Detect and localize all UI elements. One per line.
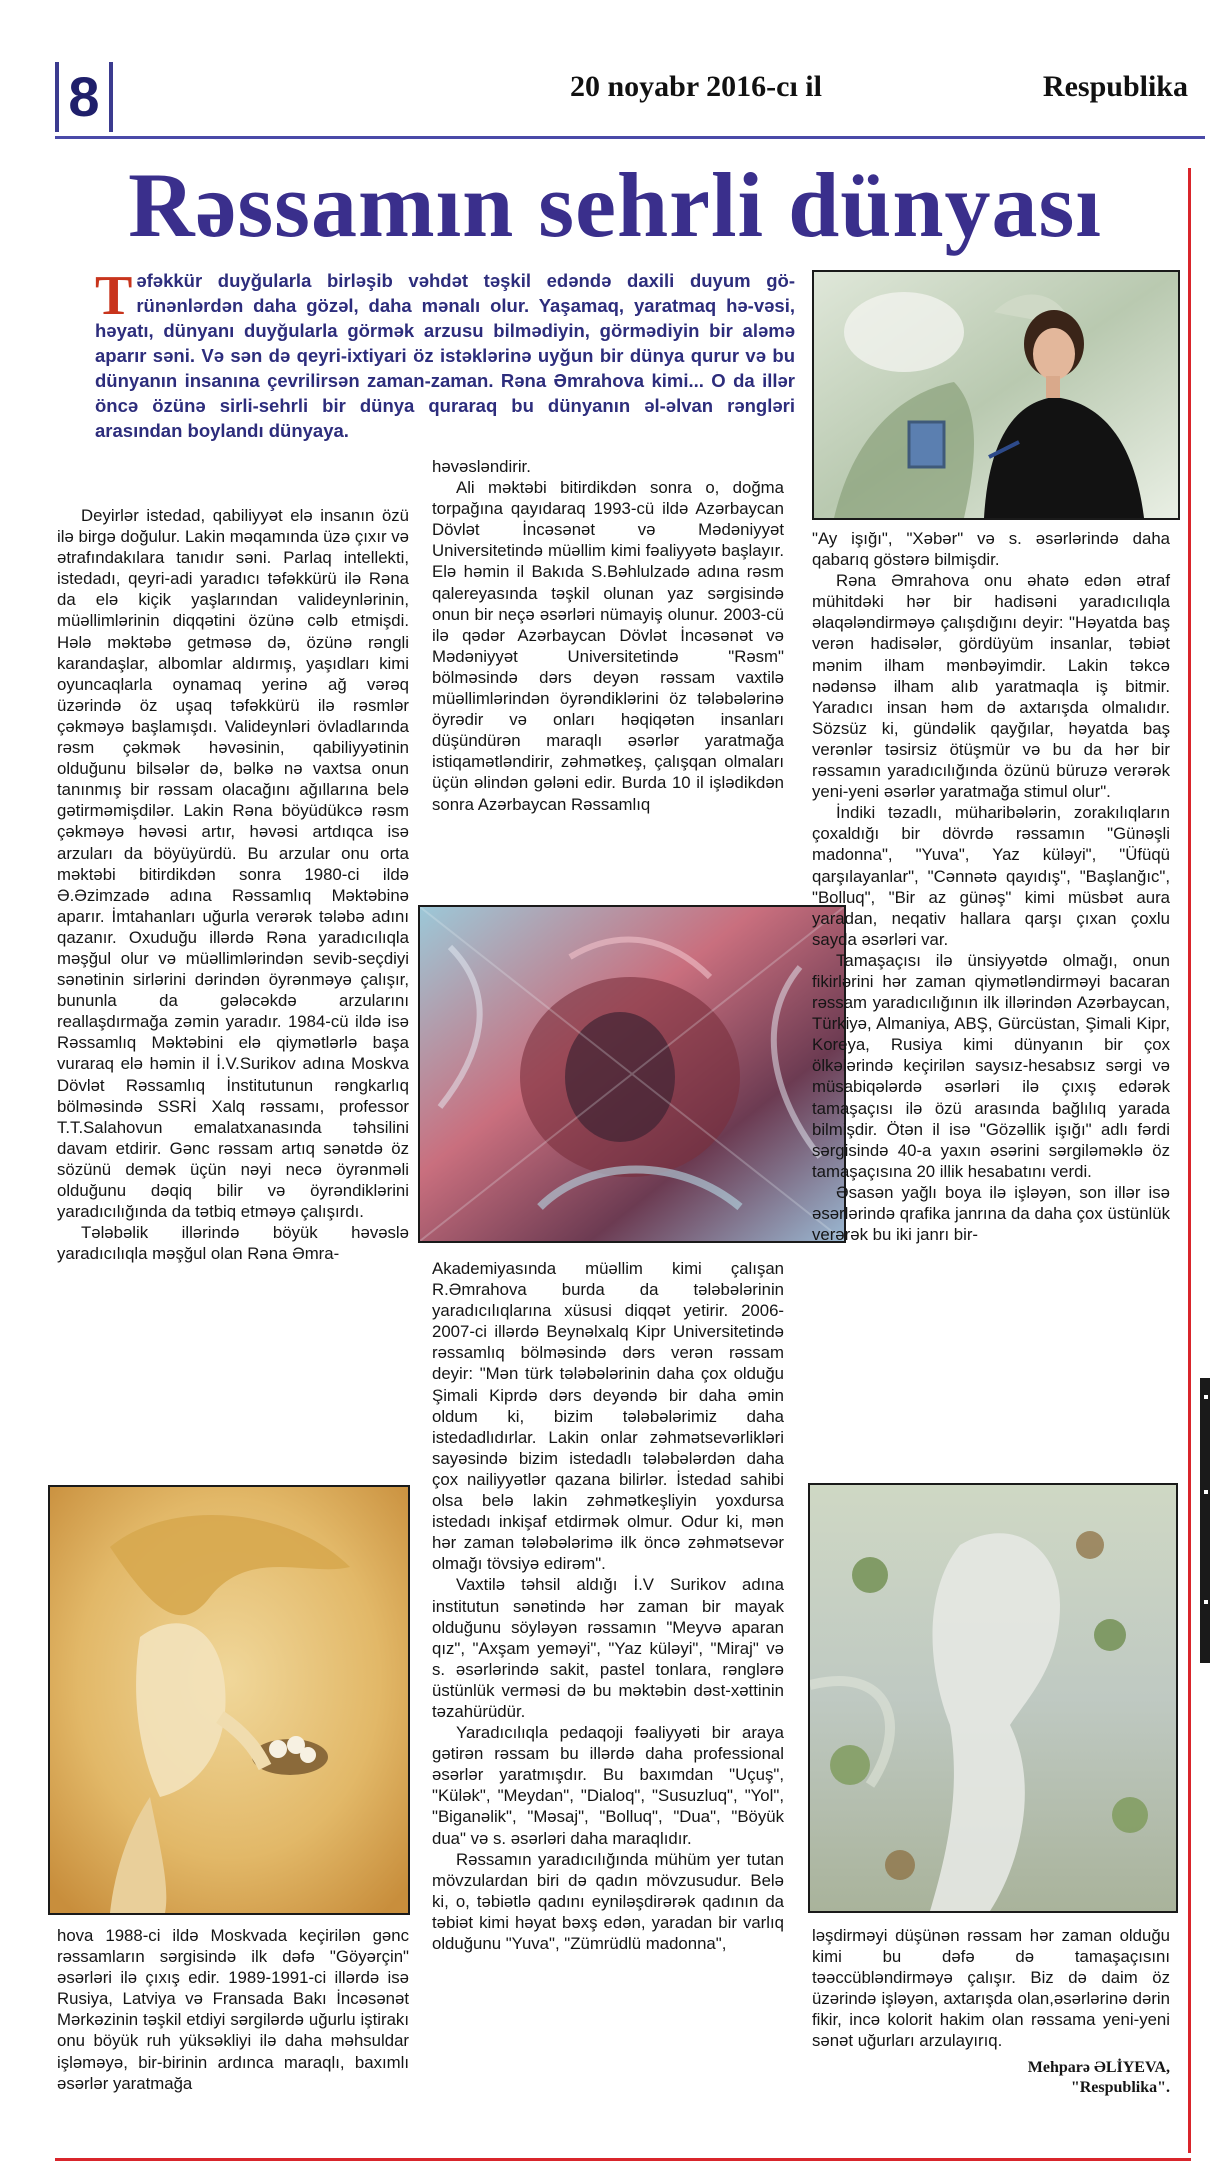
paragraph: Əsasən yağlı boya ilə işləyən, son illər isə əsərlərində qrafika janrına da daha çox üstünlük verərək bu iki janrı bir- xyxy=(812,1182,1170,1245)
painting-illustration xyxy=(810,1485,1176,1911)
paragraph: İndiki təzadlı, müharibələrin, zorakılıqların çoxaldığı bir dövrdə rəssamın "Günəşli madonna", "Yuva", Yaz küləyi", "Üfüqü qarşılayanlar", "Cənnətə qayıdış", "Başlanğıc", "Bolluq", "Bir az günəş" kimi müsbət aura yaradan, neqativ hallara qarşı çıxan çoxlu sayda əsərləri var. xyxy=(812,803,1170,949)
edge-scroll-bar xyxy=(1200,1378,1210,1663)
column-2-top xyxy=(432,456,784,815)
paragraph: Akademiyasında müəllim kimi çalışan R.Əmrahova burda da tələbələrinin yaradıcılıqlarına xüsusi diqqət yetirir. 2006-2007-ci illərdə Beynəlxalq Kipr Universitetində rəssamlıq bölməsində dərs verən rəssam deyir: "Mən türk tələbələrinin daha çox olduğu Şimali Kiprdə dərs deyəndə bir daha əmin oldum ki, bizim tələbələrimiz daha istedadlıdırlar. Lakin onlar zəhmətsevərlikləri sayəsində bizim istedadlı tələbələrdən daha çox nailiyyətlər qazana bilirlər. İstedad sahibi olsa belə lakin zəhmətkeşliyin yoxdursa istedadı inkişaf etdirmək olmur. Odur ki, mən hər zaman tələbələrimə ilk öncə zəhmətsevər olmağı tövsiyə edirəm". xyxy=(432,1259,784,1574)
painting-figure-leaves xyxy=(808,1483,1178,1913)
painting-illustration xyxy=(420,907,844,1241)
paragraph: hova 1988-ci ildə Moskvada keçirilən gənc rəssamların sərgisində ilk dəfə "Göyərçin" əsərləri ilə çıxış edir. 1989-1991-ci illərdə isə Rusiya, Latviya və Fransada Bakı İncəsənət Mərkəzinin təşkil etdiyi sərgilərdə uğurlu iştirakı onu böyük ruh yüksəkliyi ilə daha məhsuldar işləməyə, bir-birinin ardınca maraqlı, baxımlı əsərlər yaratmağa xyxy=(57,1926,409,2093)
column-2-bottom xyxy=(432,1258,784,1954)
portrait-illustration xyxy=(814,272,1178,518)
paragraph: Tamaşaçısı ilə ünsiyyətdə olmağı, onun fikirlərini hər zaman qiymətləndirməyi bacaran rəssam yaradıcılığının ilk illərindən Azərbaycan, Türkiyə, Almaniya, ABŞ, Gürcüstan, Şimali Kipr, Koreya, Rusiya kimi dünyanın bir çox ölkələrində keçirilən saysız-hesabsız sərgi və müsabiqələrdə əsərləri ilə çıxış edərək tamaşaçısı ilə özü arasında bağlılıq yarada bilmişdir. Ötən il isə "Gözəllik işığı" adlı fərdi sərgisində 40-a yaxın əsərini sərgiləməklə öz tamaşaçısına 20 illik hesabatını verdi. xyxy=(812,950,1170,1181)
article-lead xyxy=(95,265,795,443)
edge-tick xyxy=(1204,1395,1208,1399)
author-name: Mehparə ƏLİYEVA, xyxy=(1027,2058,1170,2076)
paragraph: Rəna Əmrahova onu əhatə edən ətraf mühitdəki hər bir hadisəni yaradıcılıqla əlaqələndirməyə çalışdığını deyir: "Həyatda baş verən hadisələr, gördüyüm insanlar, təbiət mənim ilham mənbəyimdir. Lakin təkcə nədənsə ilham alıb yaratmaqla iş bitmir. Yaradıcı insan həm də axtarışda olmalıdır. Sözsüz ki, gündəlik qayğılar, həyatda baş verənlər təsirsiz ötüşmür və bu da hər bir rəssamın yaradıcılığında özünü büruzə verərək yeni-yeni əsərlər yaratmağa stimul olur". xyxy=(812,571,1170,802)
right-red-rule xyxy=(1188,168,1191,2153)
painting-abstract-leaves xyxy=(418,905,846,1243)
paragraph: Yaradıcılıqla pedaqoji fəaliyyəti bir araya gətirən rəssam bu illərdə daha professional əsərlər yaratmışdır. Bu baxımdan "Uçuş", "Külək", "Meydan", "Dialoq", "Susuzluq", "Yol", "Biganəlik", "Məsaj", "Bolluq", "Dua", "Böyük dua" və s. əsərləri daha maraqlıdır. xyxy=(432,1723,784,1848)
column-3 xyxy=(812,528,1170,1245)
paragraph: Tələbəlik illərində böyük həvəslə yaradıcılıqla məşğul olan Rəna Əmra- xyxy=(57,1223,409,1264)
article-title: Rəssamın sehrli dünyası xyxy=(128,154,1102,256)
column-1 xyxy=(57,505,409,1264)
paragraph: həvəsləndirir. xyxy=(432,457,531,476)
header-rule xyxy=(55,136,1205,139)
lead-drop-cap: T xyxy=(95,265,133,327)
newspaper-name: Respublika xyxy=(1042,70,1188,103)
painting-woman-nest xyxy=(48,1485,410,1915)
lead-text: əfəkkür duyğularla birləşib vəhdət təşkil edəndə daxili duyum gö-rünənlərdən daha gözəl, daha mənalı olur. Yaşamaq, yaratmaq hə-vəsi, həyatı, dünyanı duyğularla görmək arzusu bilmədiyin, görmədiyin bir aləmə aparır səni. Və sən də qeyri-ixtiyari öz istəklərinə uyğun bir dünya qurur və bu dünyanın insanına çevrilirsən zaman-zaman. Rəna Əmrahova kimi... O da illər öncə özünə sirli-sehrli bir dünya quraraq bu dünyanın əl-əlvan rəngləri arasından boylandı dünyaya. xyxy=(95,270,795,441)
issue-date: 20 noyabr 2016-cı il xyxy=(570,70,822,103)
bottom-red-rule xyxy=(55,2158,1191,2161)
page-number: 8 xyxy=(55,62,113,132)
author-newspaper: "Respublika". xyxy=(1070,2078,1170,2096)
painting-illustration xyxy=(50,1487,408,1913)
column-3-bottom xyxy=(812,1925,1170,2098)
paragraph: Rəssamın yaradıcılığında mühüm yer tutan mövzulardan biri də qadın mövzusudur. Belə ki, o, təbiətlə qadını eyniləşdirərək qadının da təbiət kimi həyat bəxş edən, yaradan bir varlıq olduğunu "Yuva", "Zümrüdlü madonna", xyxy=(432,1849,784,1953)
paragraph: Vaxtilə təhsil aldığı İ.V Surikov adına institutun sənətində hər zaman bir mayak olduğunu söyləyən rəssamın "Meyvə aparan qız", "Axşam yeməyi", "Yaz küləyi", "Miraj" və s. əsərlərində sakit, pastel tonlara, rənglərə üstünlük verməsi də bu məktəbin dəst-xəttinin təzahürüdür. xyxy=(432,1575,784,1721)
column-1-bottom xyxy=(57,1925,409,2094)
edge-tick xyxy=(1204,1600,1208,1604)
edge-tick xyxy=(1204,1490,1208,1494)
paragraph: Ali məktəbi bitirdikdən sonra o, doğma torpağına qayıdaraq 1993-cü ildə Azərbaycan Dövlət İncəsənət və Mədəniyyət Universitetində müəllim kimi fəaliyyətə başlayır. Elə həmin il Bakıda S.Bəhlulzadə adına rəsm qalereyasında təşkil olunan yaz sərgisində onun bir neçə əsərləri nümayiş olunur. 2003-cü ilə qədər Azərbaycan Dövlət İncəsənət və Mədəniyyət Universitetində "Rəsm" bölməsində dərs deyən rəssam vaxtilə müəllimlərindən öyrəndiklərini öz tələbələrinə öyrədir və onları həqiqətən insanları düşündürən maraqlı əsərlər yaratmağa istiqamətləndirir, zəhmətkeş, çalışqan olmaları üçün əlindən gələni edir. Burda 10 il işlədikdən sonra Azərbaycan Rəssamlıq xyxy=(432,478,784,814)
portrait-photo xyxy=(812,270,1180,520)
paragraph: Deyirlər istedad, qabiliyyət elə insanın özü ilə birgə doğulur. Lakin məqamında üzə çıxır və ətrafındakılara tanıdır səni. Parlaq intellekti, istedadı, qeyri-adi yaradıcı təfəkkürü ilə Rəna da elə kiçik yaşlarından valideynlərinin, müəllimlərinin diqqətini özünə cəlb etmişdi. Hələ məktəbə getməsə də, özünə rəngli karandaşlar, albomlar aldırmış, yaşıdları kimi oyuncaqlarla oynamaq yerinə ağ vərəq üzərində öz uşaq təfəkkürü ilə rəsmlər çəkməyə başlamışdı. Valideynləri övladlarında rəsm çəkmək həvəsinin, qabiliyyətinin olduğunu bilsələr də, bəlkə nə vaxtsa onun tanınmış bir rəssam olacağını ağıllarına belə gətirməmişdilər. Lakin Rəna böyüdükcə rəsm çəkməyə həvəsi artır, həvəsi artdıqca isə arzuları da böyüyürdü. Bu arzular onu orta məktəbi bitirdikdən sonra 1980-ci ildə Ə.Əzimzadə adına Rəssamlıq Məktəbinə aparır. İmtahanları uğurla verərək tələbə adını qazanır. Oxuduğu illərdə Rəna yaradıcılıqla məşğul olur və müəllimlərindən sevib-seçdiyi sənətinin sirlərini dərindən öyrənməyə çalışır, bununla da gələcəkdə arzularını reallaşdırmağa zəmin yaradır. 1984-cü ildə isə Rəssamlıq Məktəbini elə qiymətlərlə başa vuraraq elə həmin il İ.V.Surikov adına Moskva Dövlət Rəssamlıq İnstitutunun rəngkarlıq bölməsində SSRİ Xalq rəssamı, professor T.T.Salahovun emalatxanasında təhsilini davam etdirir. Gənc rəssam artıq sənətdə öz sözünü demək üçün nəyi necə öyrənməli olduğunu dəqiq bilir və öyrəndiklərini yaradıcılığında da tətbiq etməyə çalışırdı. xyxy=(57,506,409,1222)
paragraph: ləşdirməyi düşünən rəssam hər zaman olduğu kimi bu dəfə də tamaşaçısını təəccübləndirməyə çalışır. Biz də daim öz üzərində işləyən, axtarışda olan,əsərlərinə dərin fikir, incə kolorit hakim olan rəssama yeni-yeni sənət uğurları arzulayırıq. xyxy=(812,1926,1170,2051)
paragraph: "Ay işığı", "Xəbər" və s. əsərlərində daha qabarıq göstərə bilmişdir. xyxy=(812,529,1170,570)
